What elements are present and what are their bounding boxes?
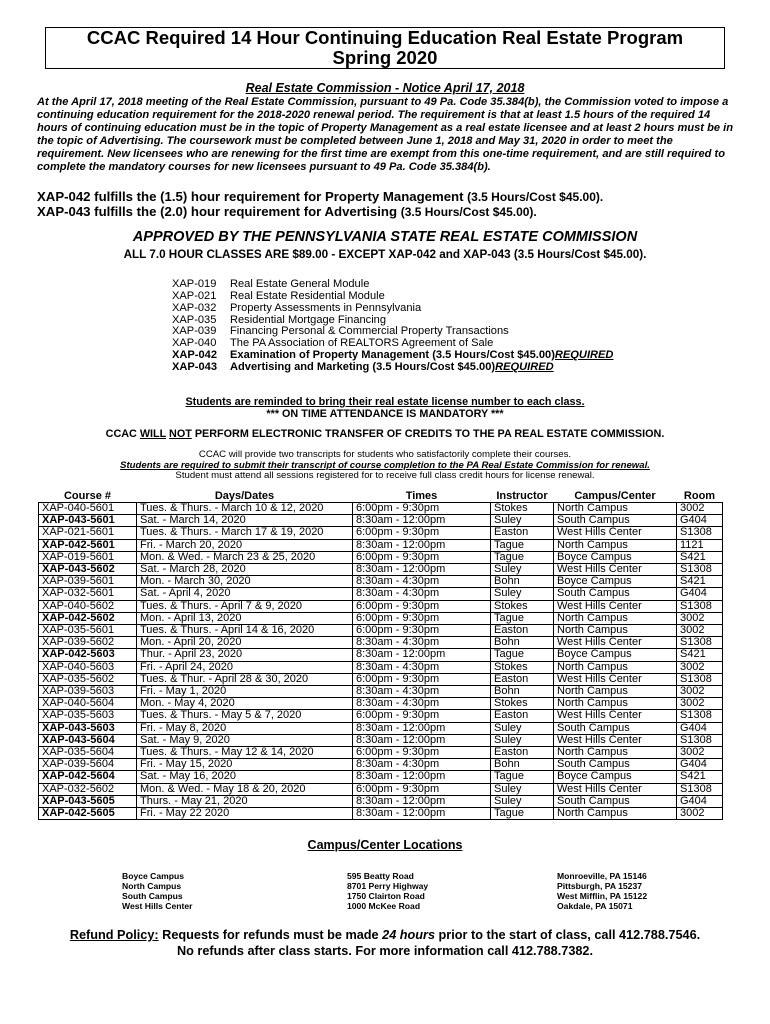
table-row xyxy=(39,710,723,722)
table-row xyxy=(39,576,723,588)
cell-course: XAP-040-5602 xyxy=(39,600,137,612)
cell-times: 8:30am - 4:30pm xyxy=(353,661,491,673)
transcripts-notice xyxy=(0,450,770,482)
fulfills-042-text: XAP-042 fulfills the (1.5) hour requirement for Property Management xyxy=(37,189,464,204)
transfer-notice xyxy=(0,428,770,440)
cell-campus: North Campus xyxy=(554,747,677,759)
cell-times: 8:30am - 12:00pm xyxy=(353,722,491,734)
cell-instructor: Suley xyxy=(491,795,554,807)
cell-dates: Fri. - May 22 2020 xyxy=(137,808,353,820)
cell-dates: Tues. & Thurs. - March 10 & 12, 2020 xyxy=(137,503,353,515)
cell-room: S421 xyxy=(677,551,723,563)
fulfills-042-cost: (3.5 Hours/Cost $45.00). xyxy=(467,190,604,204)
cell-room: 3002 xyxy=(677,698,723,710)
cell-room: 3002 xyxy=(677,686,723,698)
location-center: Boyce Campus xyxy=(122,871,185,881)
cell-instructor: Suley xyxy=(491,722,554,734)
all-classes-price: ALL 7.0 HOUR CLASSES ARE $89.00 - EXCEPT XAP-042 and XAP-043 (3.5 Hours/Cost $45.00). xyxy=(123,248,647,261)
cell-instructor: Easton xyxy=(491,747,554,759)
cell-room: G404 xyxy=(677,722,723,734)
location-street: 595 Beatty Road xyxy=(347,871,414,881)
locations-heading: Campus/Center Locations xyxy=(307,838,463,852)
cell-dates: Tues. & Thurs. - April 14 & 16, 2020 xyxy=(137,625,353,637)
cell-dates: Sat. - May 9, 2020 xyxy=(137,734,353,746)
table-row xyxy=(39,771,723,783)
cell-dates: Mon. - April 20, 2020 xyxy=(137,637,353,649)
cell-course: XAP-021-5601 xyxy=(39,527,137,539)
cell-room: G404 xyxy=(677,515,723,527)
cell-course: XAP-035-5602 xyxy=(39,673,137,685)
reminder xyxy=(0,396,770,420)
cell-times: 6:00pm - 9:30pm xyxy=(353,625,491,637)
cell-campus: North Campus xyxy=(554,625,677,637)
refund-line-1 xyxy=(0,927,770,943)
cell-campus: South Campus xyxy=(554,722,677,734)
reminder-line-1: Students are reminded to bring their real estate license number to each class. xyxy=(185,396,585,408)
cell-dates: Thur. - April 23, 2020 xyxy=(137,649,353,661)
table-row xyxy=(39,783,723,795)
cell-times: 8:30am - 12:00pm xyxy=(353,808,491,820)
module-name: Property Assessments in Pennsylvania xyxy=(230,301,422,314)
refund-label: Refund Policy: xyxy=(69,928,159,942)
cell-course: XAP-035-5604 xyxy=(39,747,137,759)
cell-times: 6:00pm - 9:30pm xyxy=(353,710,491,722)
transfer-will: WILL xyxy=(139,428,167,440)
table-row xyxy=(39,722,723,734)
cell-room: S1308 xyxy=(677,564,723,576)
cell-campus: West Hills Center xyxy=(554,600,677,612)
cell-course: XAP-039-5602 xyxy=(39,637,137,649)
cell-instructor: Bohn xyxy=(491,759,554,771)
cell-instructor: Easton xyxy=(491,673,554,685)
cell-times: 8:30am - 12:00pm xyxy=(353,539,491,551)
table-row xyxy=(39,539,723,551)
cell-instructor: Tague xyxy=(491,808,554,820)
module-name: Residential Mortgage Financing xyxy=(230,313,387,326)
cell-dates: Thurs. - May 21, 2020 xyxy=(137,795,353,807)
cell-times: 6:00pm - 9:30pm xyxy=(353,527,491,539)
module-code: XAP-032 xyxy=(172,301,217,314)
cell-course: XAP-043-5603 xyxy=(39,722,137,734)
cell-times: 6:00pm - 9:30pm xyxy=(353,612,491,624)
refund-text-pre: Requests for refunds must be made xyxy=(158,928,383,942)
cell-course: XAP-019-5601 xyxy=(39,551,137,563)
cell-instructor: Easton xyxy=(491,710,554,722)
cell-dates: Mon. - May 4, 2020 xyxy=(137,698,353,710)
module-code: XAP-019 xyxy=(172,278,217,290)
cell-times: 8:30am - 12:00pm xyxy=(353,515,491,527)
cell-times: 6:00pm - 9:30pm xyxy=(353,551,491,563)
cell-room: 3002 xyxy=(677,661,723,673)
table-row xyxy=(39,808,723,820)
module-required-badge: REQUIRED xyxy=(554,349,614,362)
cell-instructor: Suley xyxy=(491,515,554,527)
cell-campus: North Campus xyxy=(554,661,677,673)
transfer-not: NOT xyxy=(169,428,192,440)
location-center: North Campus xyxy=(122,881,182,891)
cell-dates: Sat. - March 14, 2020 xyxy=(137,515,353,527)
module-name: Real Estate Residential Module xyxy=(230,289,385,302)
cell-instructor: Suley xyxy=(491,734,554,746)
cell-instructor: Easton xyxy=(491,527,554,539)
cell-times: 6:00pm - 9:30pm xyxy=(353,673,491,685)
cell-campus: South Campus xyxy=(554,759,677,771)
table-row xyxy=(39,588,723,600)
cell-room: 3002 xyxy=(677,503,723,515)
cell-room: S1308 xyxy=(677,637,723,649)
cell-instructor: Stokes xyxy=(491,661,554,673)
cell-course: XAP-040-5604 xyxy=(39,698,137,710)
table-row xyxy=(39,747,723,759)
transfer-pre: CCAC xyxy=(105,428,140,440)
cell-campus: North Campus xyxy=(554,686,677,698)
title-line-1: CCAC Required 14 Hour Continuing Education Real Estate Program xyxy=(86,27,684,48)
cell-dates: Mon. & Wed. - May 18 & 20, 2020 xyxy=(137,783,353,795)
cell-campus: North Campus xyxy=(554,698,677,710)
location-center: South Campus xyxy=(122,891,183,901)
cell-dates: Sat. - March 28, 2020 xyxy=(137,564,353,576)
table-row xyxy=(39,759,723,771)
cell-campus: Boyce Campus xyxy=(554,551,677,563)
table-row xyxy=(39,649,723,661)
cell-dates: Fri. - May 8, 2020 xyxy=(137,722,353,734)
table-row xyxy=(39,734,723,746)
cell-instructor: Easton xyxy=(491,625,554,637)
cell-campus: North Campus xyxy=(554,539,677,551)
cell-course: XAP-039-5601 xyxy=(39,576,137,588)
cell-course: XAP-039-5604 xyxy=(39,759,137,771)
table-row xyxy=(39,527,723,539)
transcripts-line-2: Students are required to submit their transcript of course completion to the PA Real Estate Commission for renewal. xyxy=(120,459,650,471)
transcripts-line-3: Student must attend all sessions registered for to receive full class credit hours for license renewal. xyxy=(175,470,595,482)
refund-policy xyxy=(0,927,770,959)
cell-campus: West Hills Center xyxy=(554,783,677,795)
location-city: Pittsburgh, PA 15237 xyxy=(557,881,643,891)
cell-room: S1308 xyxy=(677,600,723,612)
cell-campus: Boyce Campus xyxy=(554,649,677,661)
cell-instructor: Stokes xyxy=(491,600,554,612)
cell-instructor: Stokes xyxy=(491,503,554,515)
table-row xyxy=(39,686,723,698)
refund-text-post: prior to the start of class, call 412.788.7546. xyxy=(435,928,701,942)
cell-times: 6:00pm - 9:30pm xyxy=(353,747,491,759)
transcripts-line-1: CCAC will provide two transcripts for students who satisfactorily complete their courses. xyxy=(198,449,572,460)
cell-times: 6:00pm - 9:30pm xyxy=(353,600,491,612)
cell-dates: Sat. - April 4, 2020 xyxy=(137,588,353,600)
cell-room: S1308 xyxy=(677,710,723,722)
cell-campus: North Campus xyxy=(554,808,677,820)
cell-room: G404 xyxy=(677,795,723,807)
cell-instructor: Tague xyxy=(491,649,554,661)
cell-room: S1308 xyxy=(677,734,723,746)
cell-course: XAP-032-5602 xyxy=(39,783,137,795)
notice-heading: Real Estate Commission - Notice April 17, 2018 xyxy=(245,81,525,95)
cell-dates: Tues. & Thurs. - April 7 & 9, 2020 xyxy=(137,600,353,612)
cell-course: XAP-040-5601 xyxy=(39,503,137,515)
table-row xyxy=(39,698,723,710)
location-city: West Mifflin, PA 15122 xyxy=(557,891,648,901)
cell-room: S1308 xyxy=(677,527,723,539)
cell-campus: West Hills Center xyxy=(554,527,677,539)
fulfills-043-text: XAP-043 fulfills the (2.0) hour requirement for Advertising xyxy=(37,204,398,219)
cell-campus: West Hills Center xyxy=(554,564,677,576)
cell-times: 8:30am - 4:30pm xyxy=(353,686,491,698)
cell-dates: Tues. & Thurs. - March 17 & 19, 2020 xyxy=(137,527,353,539)
table-row xyxy=(39,515,723,527)
cell-dates: Fri. - May 1, 2020 xyxy=(137,686,353,698)
location-city: Monroeville, PA 15146 xyxy=(557,871,647,881)
cell-instructor: Stokes xyxy=(491,698,554,710)
cell-dates: Tues. & Thurs. - May 12 & 14, 2020 xyxy=(137,747,353,759)
cell-dates: Sat. - May 16, 2020 xyxy=(137,771,353,783)
cell-room: S421 xyxy=(677,576,723,588)
location-street: 8701 Perry Highway xyxy=(347,881,429,891)
module-list xyxy=(172,279,613,374)
module-code: XAP-035 xyxy=(172,313,217,326)
cell-course: XAP-035-5601 xyxy=(39,625,137,637)
cell-times: 8:30am - 4:30pm xyxy=(353,698,491,710)
table-row xyxy=(39,661,723,673)
cell-times: 8:30am - 4:30pm xyxy=(353,588,491,600)
table-row xyxy=(39,612,723,624)
cell-room: 3002 xyxy=(677,808,723,820)
module-name: Advertising and Marketing (3.5 Hours/Cost $45.00) xyxy=(230,360,496,373)
location-centers xyxy=(122,871,193,911)
cell-times: 8:30am - 12:00pm xyxy=(353,564,491,576)
fulfills-042 xyxy=(37,189,747,205)
cell-room: S1308 xyxy=(677,783,723,795)
module-item xyxy=(172,291,613,303)
schedule-table xyxy=(38,490,723,820)
cell-course: XAP-039-5603 xyxy=(39,686,137,698)
cell-times: 8:30am - 12:00pm xyxy=(353,771,491,783)
cell-times: 8:30am - 4:30pm xyxy=(353,576,491,588)
cell-instructor: Tague xyxy=(491,539,554,551)
refund-line-2: No refunds after class starts. For more information call 412.788.7382. xyxy=(176,944,594,958)
cell-room: 1121 xyxy=(677,539,723,551)
cell-dates: Fri. - March 20, 2020 xyxy=(137,539,353,551)
refund-hours: 24 hours xyxy=(382,928,436,942)
cell-times: 8:30am - 12:00pm xyxy=(353,734,491,746)
cell-campus: South Campus xyxy=(554,795,677,807)
reminder-line-2: *** ON TIME ATTENDANCE IS MANDATORY *** xyxy=(266,408,504,420)
location-streets xyxy=(347,871,428,911)
fulfills-043-cost: (3.5 Hours/Cost $45.00). xyxy=(400,205,537,219)
title-box xyxy=(45,27,725,69)
location-street: 1750 Clairton Road xyxy=(347,891,425,901)
cell-course: XAP-042-5602 xyxy=(39,612,137,624)
cell-room: S421 xyxy=(677,771,723,783)
col-dates: Days/Dates xyxy=(214,490,275,502)
table-row xyxy=(39,564,723,576)
module-item xyxy=(172,362,613,374)
cell-course: XAP-043-5601 xyxy=(39,515,137,527)
module-code: XAP-042 xyxy=(172,349,218,362)
cell-instructor: Suley xyxy=(491,564,554,576)
module-code: XAP-043 xyxy=(172,360,218,373)
cell-course: XAP-040-5603 xyxy=(39,661,137,673)
cell-times: 8:30am - 4:30pm xyxy=(353,759,491,771)
module-required-badge: REQUIRED xyxy=(495,360,554,373)
cell-dates: Tues. & Thurs. - May 5 & 7, 2020 xyxy=(137,710,353,722)
module-code: XAP-021 xyxy=(172,289,217,302)
table-row xyxy=(39,503,723,515)
cell-instructor: Bohn xyxy=(491,576,554,588)
approved-heading: APPROVED BY THE PENNSYLVANIA STATE REAL ESTATE COMMISSION xyxy=(132,229,638,245)
cell-course: XAP-042-5604 xyxy=(39,771,137,783)
location-city: Oakdale, PA 15071 xyxy=(557,901,633,911)
cell-instructor: Bohn xyxy=(491,637,554,649)
col-campus: Campus/Center xyxy=(574,490,656,502)
col-room: Room xyxy=(683,490,716,502)
table-row xyxy=(39,673,723,685)
cell-dates: Mon. - April 13, 2020 xyxy=(137,612,353,624)
module-code: XAP-039 xyxy=(172,325,217,338)
cell-times: 6:00pm - 9:30pm xyxy=(353,783,491,795)
cell-campus: West Hills Center xyxy=(554,710,677,722)
cell-room: 3002 xyxy=(677,747,723,759)
table-row xyxy=(39,625,723,637)
cell-course: XAP-043-5604 xyxy=(39,734,137,746)
cell-campus: North Campus xyxy=(554,503,677,515)
cell-course: XAP-042-5601 xyxy=(39,539,137,551)
cell-course: XAP-032-5601 xyxy=(39,588,137,600)
cell-room: S421 xyxy=(677,649,723,661)
cell-course: XAP-035-5603 xyxy=(39,710,137,722)
cell-instructor: Suley xyxy=(491,783,554,795)
cell-campus: North Campus xyxy=(554,612,677,624)
cell-times: 8:30am - 12:00pm xyxy=(353,795,491,807)
cell-campus: West Hills Center xyxy=(554,734,677,746)
table-row xyxy=(39,551,723,563)
col-course: Course # xyxy=(63,490,112,502)
cell-times: 8:30am - 4:30pm xyxy=(353,637,491,649)
cell-dates: Mon. - March 30, 2020 xyxy=(137,576,353,588)
schedule-header-row xyxy=(39,490,723,503)
module-name: Real Estate General Module xyxy=(230,278,370,290)
col-times: Times xyxy=(405,490,438,502)
cell-course: XAP-043-5605 xyxy=(39,795,137,807)
notice-body: At the April 17, 2018 meeting of the Real Estate Commission, pursuant to 49 Pa. Code 35.384(b), the Commission voted to impose a continuing education requirement for the 2018-2020 renewal period. The requirement is that at least 1.5 hours of the required 14 hours of continuing education must be in the topic of Property Management as a real estate licensee and at least 2 hours must be in the topic of Advertising. The coursework must be completed between June 1, 2018 and May 31, 2020 in order to meet the requirement. New licensees who are renewing for the first time are exempt from this one-time requirement, and are still required to complete the mandatory courses for new licensees pursuant to 49 Pa. Code 35.384(b). xyxy=(37,96,733,173)
cell-times: 8:30am - 12:00pm xyxy=(353,649,491,661)
cell-dates: Fri. - May 15, 2020 xyxy=(137,759,353,771)
cell-room: G404 xyxy=(677,759,723,771)
cell-instructor: Tague xyxy=(491,612,554,624)
cell-room: 3002 xyxy=(677,625,723,637)
location-street: 1000 McKee Road xyxy=(347,901,421,911)
cell-campus: Boyce Campus xyxy=(554,771,677,783)
module-name: Examination of Property Management (3.5 Hours/Cost $45.00) xyxy=(230,349,555,362)
cell-instructor: Suley xyxy=(491,588,554,600)
cell-instructor: Tague xyxy=(491,771,554,783)
module-code: XAP-040 xyxy=(172,337,217,350)
cell-room: G404 xyxy=(677,588,723,600)
cell-dates: Mon. & Wed. - March 23 & 25, 2020 xyxy=(137,551,353,563)
module-name: The PA Association of REALTORS Agreement of Sale xyxy=(230,337,494,350)
cell-campus: West Hills Center xyxy=(554,673,677,685)
module-name: Financing Personal & Commercial Property Transactions xyxy=(230,325,509,338)
cell-room: 3002 xyxy=(677,612,723,624)
cell-times: 6:00pm - 9:30pm xyxy=(353,503,491,515)
fulfills-043 xyxy=(37,204,747,220)
cell-room: S1308 xyxy=(677,673,723,685)
cell-dates: Tues. & Thur. - April 28 & 30, 2020 xyxy=(137,673,353,685)
cell-campus: South Campus xyxy=(554,588,677,600)
cell-campus: South Campus xyxy=(554,515,677,527)
cell-course: XAP-043-5602 xyxy=(39,564,137,576)
table-row xyxy=(39,637,723,649)
cell-instructor: Tague xyxy=(491,551,554,563)
cell-campus: West Hills Center xyxy=(554,637,677,649)
cell-instructor: Bohn xyxy=(491,686,554,698)
location-center: West Hills Center xyxy=(122,901,193,911)
table-row xyxy=(39,600,723,612)
table-row xyxy=(39,795,723,807)
transfer-post: PERFORM ELECTRONIC TRANSFER OF CREDITS TO THE PA REAL ESTATE COMMISSION. xyxy=(191,428,665,440)
cell-course: XAP-042-5603 xyxy=(39,649,137,661)
col-instructor: Instructor xyxy=(496,490,548,502)
cell-campus: Boyce Campus xyxy=(554,576,677,588)
location-cities xyxy=(557,871,647,911)
cell-dates: Fri. - April 24, 2020 xyxy=(137,661,353,673)
title-line-2: Spring 2020 xyxy=(332,47,438,68)
cell-course: XAP-042-5605 xyxy=(39,808,137,820)
module-item xyxy=(172,303,613,315)
